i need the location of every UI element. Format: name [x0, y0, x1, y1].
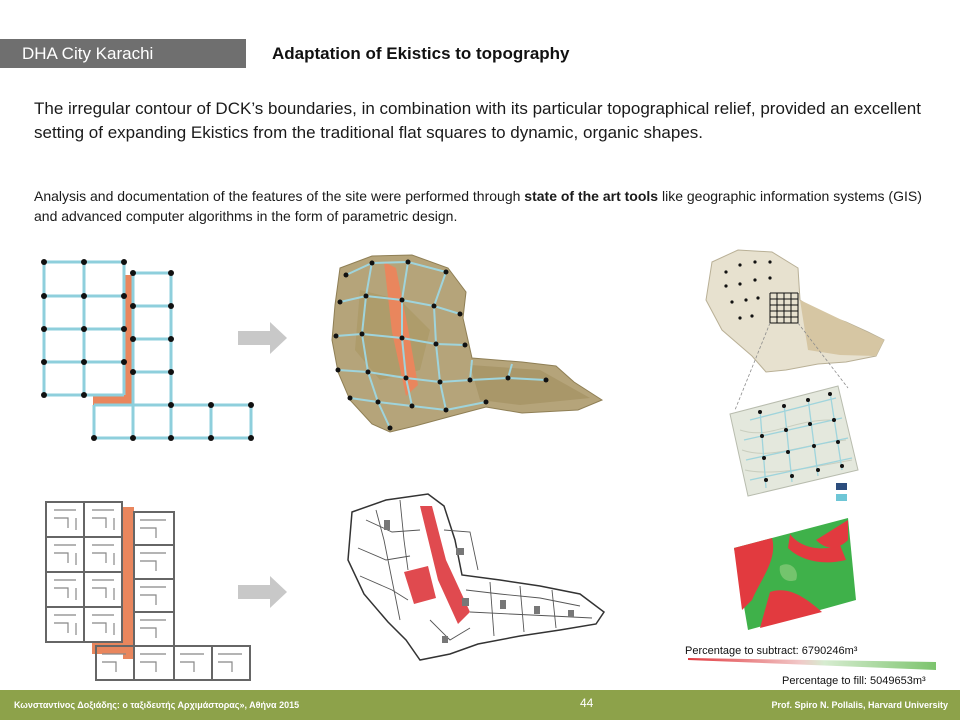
section-label: DHA City Karachi [0, 39, 246, 68]
cut-fill-heatmap [734, 518, 856, 630]
legend-swatch-light [836, 494, 847, 501]
subtract-volume-label: Percentage to subtract: 6790246m³ [685, 645, 858, 657]
intro-paragraph: The irregular contour of DCK’s boundaries, in combination with its particular topographical relief, provided an excellent setting of expanding Ekistics from the traditional flat squares to dynamic, organic shapes. [34, 99, 921, 142]
analysis-text-start: Analysis and documentation of the features of the site were performed through [34, 188, 525, 204]
footer-citation: Κωνσταντίνος Δοξιάδης: ο ταξιδευτής Αρχιμάστορας», Αθήνα 2015 [14, 700, 300, 710]
ekistics-grid-diagram [41, 259, 254, 441]
footer-bar [0, 690, 960, 720]
street-plan-map [348, 494, 604, 660]
arrow-right-icon-lower [238, 576, 287, 608]
footer-author: Prof. Spiro N. Pollalis, Harvard University [771, 700, 948, 710]
terrain-grid-map [332, 255, 602, 432]
legend-swatch-dark [836, 483, 847, 490]
arrow-right-icon [238, 322, 287, 354]
block-layout-diagram [46, 502, 250, 680]
analysis-text-end: like geographic information systems (GIS) and advanced computer algorithms in the form of parametric design. [34, 188, 922, 224]
analysis-bold-text: state of the art tools [524, 188, 659, 204]
slope-analysis-panel [730, 386, 858, 501]
page-number: 44 [580, 696, 594, 710]
cut-fill-color-scale [688, 658, 936, 670]
fill-volume-label: Percentage to fill: 5049653m³ [782, 675, 926, 687]
site-overview-map [706, 250, 884, 410]
slide-title: Adaptation of Ekistics to topography [272, 44, 570, 63]
